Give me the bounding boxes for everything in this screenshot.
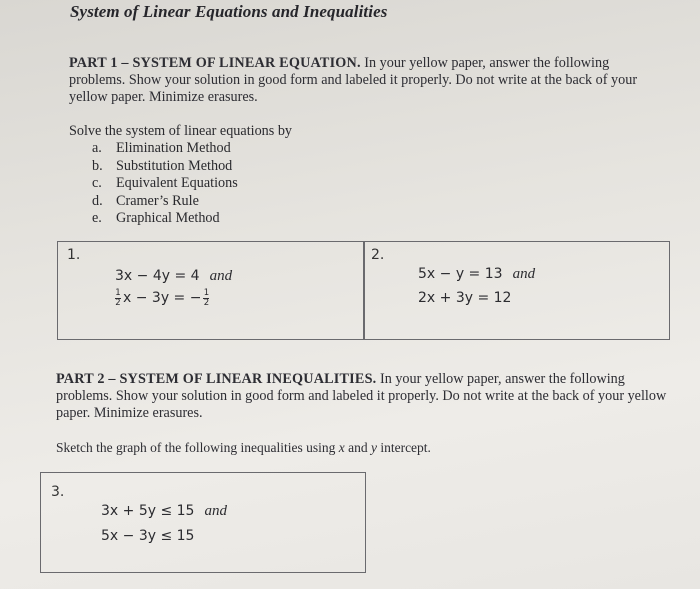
box-divider [363,241,365,340]
method-label: Elimination Method [116,140,231,156]
problem1-connector: and [209,268,233,284]
problem1-eq2-text: x − 3y = − [123,290,202,306]
problem3-number: 3. [51,484,65,500]
method-label: Cramer’s Rule [116,192,199,209]
list-item [92,193,238,211]
method-letter: d. [92,192,103,209]
fraction-one-half [115,289,121,307]
list-item [92,140,238,158]
method-letter: b. [92,157,103,174]
problem1-number: 1. [67,247,81,263]
sketch-text-mid: and [344,440,371,455]
problem1-eq1 [115,268,232,285]
fraction-numerator: 1 [203,288,210,298]
part2-text: In your yellow paper, answer the following problems. Show your solution in good form and labeled it properly. Do not write at the back of your yellow paper. Minimize erasures. [56,371,667,421]
problem-3-box [40,472,366,573]
problem2-eq1-text: 5x − y = 13 [418,266,503,282]
method-letter: c. [92,175,102,191]
part2-instructions [56,371,681,422]
problem2-connector: and [512,266,536,282]
fraction-one-half-rhs [203,289,209,307]
method-label: Equivalent Equations [116,175,238,191]
problem2-number: 2. [371,247,385,263]
sketch-y-var: y [370,440,377,455]
problem3-connector: and [204,503,227,519]
method-label: Graphical Method [116,210,220,226]
method-letter: a. [92,140,102,156]
problem3-ineq1 [101,503,227,520]
list-item [92,158,238,176]
solve-intro: Solve the system of linear equations by [69,123,293,139]
problem3-ineq2: 5x − 3y ≤ 15 [101,528,195,544]
list-item [92,210,238,228]
page-title: System of Linear Equations and Inequalities [70,2,388,21]
sketch-text-end: intercept. [376,440,431,455]
part1-instructions [69,55,654,106]
part2-heading: PART 2 – SYSTEM OF LINEAR INEQUALITIES. [56,371,377,387]
methods-list [92,140,238,228]
sketch-instruction [56,440,431,456]
part1-heading: PART 1 – SYSTEM OF LINEAR EQUATION. [69,55,361,71]
method-letter: e. [92,210,102,226]
sketch-x-var: x [338,440,345,455]
problem1-eq2 [115,289,211,307]
method-label: Substitution Method [116,157,233,174]
fraction-denominator: 2 [203,297,210,308]
problem2-eq1 [418,266,535,283]
fraction-numerator: 1 [115,288,121,298]
problem2-eq2: 2x + 3y = 12 [418,290,512,306]
part1-text: In your yellow paper, answer the following problems. Show your solution in good form and labeled it properly. Do not write at the back of your yellow paper. Minimize erasures. [69,55,638,105]
fraction-denominator: 2 [115,297,121,308]
sketch-text: Sketch the graph of the following inequalities using [56,440,339,455]
problem3-ineq1-text: 3x + 5y ≤ 15 [101,503,195,519]
problem1-eq1-text: 3x − 4y = 4 [115,268,200,284]
list-item [92,175,238,193]
